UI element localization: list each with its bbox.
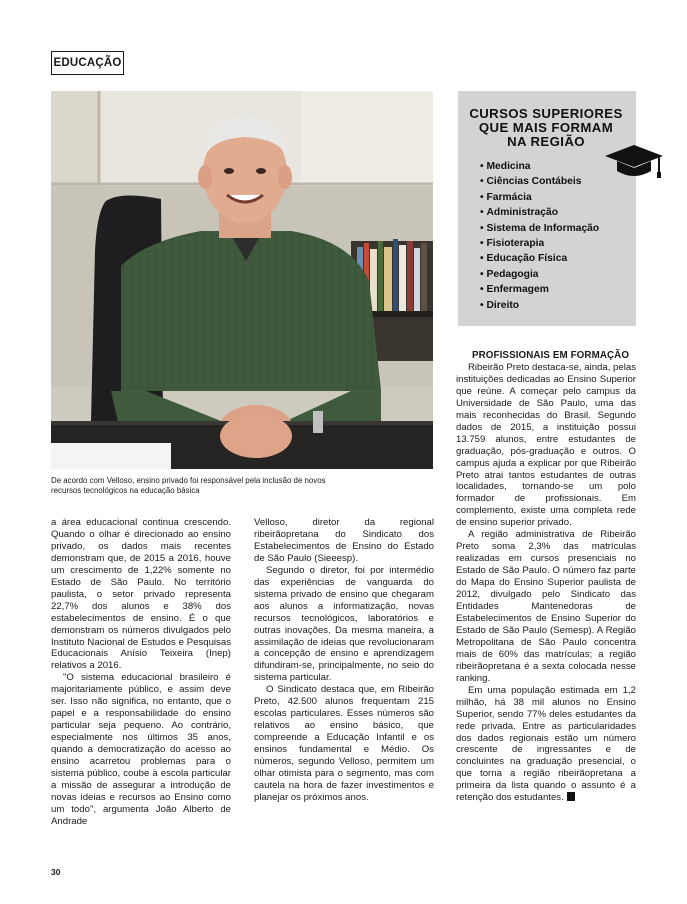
sidebar-title-line: CURSOS SUPERIORES	[469, 106, 623, 121]
courses-list	[480, 159, 599, 313]
end-of-article-icon	[567, 792, 575, 801]
section-subheading: PROFISSIONAIS EM FORMAÇÃO	[472, 350, 630, 361]
course-item: • Educação Física	[480, 251, 599, 266]
article-column-3	[456, 350, 636, 804]
paragraph: Ribeirão Preto destaca-se, ainda, pelas instituições dedicadas ao Ensino Superior que reúne. A começar pelo campus da Universidade de São Paulo, uma das mais reconhecidas do Brasil. Segundo dados de 2015, a instituição possui 13.759 alunos, entre estudantes de graduação, pós-graduação e outros. O campus ajuda a explicar por que Ribeirão Preto atrai tantos estudantes de outras localidades, tornando-se um polo formador de profissionais. Em complemento, existe uma completa rede de ensino superior privado.	[456, 361, 636, 529]
article-photo	[51, 91, 433, 469]
paragraph: a área educacional continua crescendo. Quando o olhar é direcionado ao ensino privado, os dados mais recentes demonstram que, de 2015 a 2016, houve um crescimento de 1,22% somente no Estado de São Paulo. No território paulista, o setor privado representa 22,7% dos alunos e 38% dos estabelecimentos de ensino. É o que demonstram os números divulgados pelo Instituto Nacional de Estudos e Pesquisas Educacionais Anísio Teixeira (Inep) relativos a 2016.	[51, 517, 231, 672]
portrait-illustration	[51, 91, 433, 469]
photo-caption: De acordo com Velloso, ensino privado foi responsável pela inclusão de novos recursos tecnológicos na educação básica	[51, 476, 326, 495]
paragraph: Velloso, diretor da regional ribeirãopretana do Sindicato dos Estabelecimentos de Ensino do Estado de São Paulo (Sieeesp).	[254, 517, 434, 564]
course-item: • Farmácia	[480, 190, 599, 205]
page-number: 30	[51, 867, 61, 877]
course-item: • Administração	[480, 205, 599, 220]
paragraph: Segundo o diretor, foi por intermédio das experiências de vanguarda do sistema privado de ensino que chegaram aos alunos a informatização, novas recursos tecnológicos, laboratórios e outras inovações. Da mesma maneira, a assimilação de ideias que revolucionaram a concepção de ensino e aprendizagem difundiram-se, principalmente, no seio do sistema particular.	[254, 564, 434, 684]
paragraph	[456, 685, 636, 805]
paragraph: "O sistema educacional brasileiro é majoritariamente público, e assim deve ser. Isso não significa, no entanto, que o papel e a responsabilidade do ensino particular seja pequeno. Ao contrário, especialmente nos últimos 35 anos, quando a democratização do acesso ao ensino acarretou problemas para o sistema público, coube à escola particular a missão de assegurar a introdução de novas ideias e recursos ao Ensino como um todo", argumenta João Alberto de Andrade	[51, 672, 231, 827]
course-item: • Fisioterapia	[480, 236, 599, 251]
paragraph: O Sindicato destaca que, em Ribeirão Preto, 42.500 alunos frequentam 215 escolas particulares. Esses números são relativos ao ensino básico, que compreende a Educação Infantil e os ensinos fundamental e Médio. Os números, segundo Velloso, permitem um olhar otimista para o segmento, mas com cautela na hora de fazer investimentos e planejar os próximos anos.	[254, 684, 434, 803]
course-item: • Ciências Contábeis	[480, 174, 599, 189]
course-item: • Direito	[480, 298, 599, 313]
course-item: • Enfermagem	[480, 282, 599, 297]
section-tag: EDUCAÇÃO	[51, 51, 124, 75]
article-column-2	[254, 517, 434, 804]
sidebar-title-line: NA REGIÃO	[507, 134, 585, 149]
course-item: • Pedagogia	[480, 267, 599, 282]
paragraph-text: Em uma população estimada em 1,2 milhão, há 38 mil alunos no Ensino Superior, sendo 77% deles estudantes da rede privada. Entre as particularidades dos dados regionais estão um número crescente de ingressantes e de concluintes na graduação presencial, o que torna a região ribeirãopretana a primeira da lista quando o assunto é a retenção dos estudantes.	[456, 684, 636, 804]
sidebar-title	[466, 107, 626, 149]
course-item: • Sistema de Informação	[480, 221, 599, 236]
paragraph: A região administrativa de Ribeirão Preto soma 2,3% das matrículas realizadas em cursos presenciais no Estado de São Paulo. O número faz parte do Mapa do Ensino Superior paulista de 2012, divulgado pelo Sindicato das Entidades Mantenedoras de Estabelecimentos de Ensino Superior do Estado de São Paulo (Semesp). A Região Metropolitana de São Paulo concentra mais de 60% das matrículas; a região ribeirãopretana é a sexta colocada nesse ranking.	[456, 529, 636, 684]
course-item: • Medicina	[480, 159, 599, 174]
sidebar-title-line: QUE MAIS FORMAM	[478, 120, 614, 135]
graduation-cap-icon	[603, 143, 665, 179]
article-column-1	[51, 517, 231, 828]
courses-sidebar	[458, 91, 636, 326]
